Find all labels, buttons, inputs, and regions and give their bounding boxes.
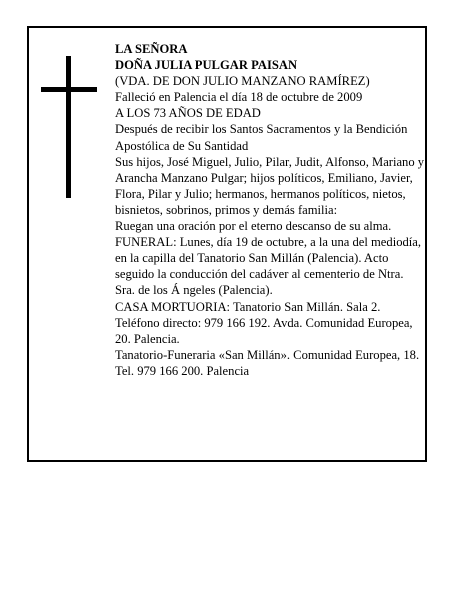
obituary-text xyxy=(115,41,425,379)
sacraments-paragraph: Después de recibir los Santos Sacramentos y la Bendición Apostólica de Su Santidad xyxy=(115,122,408,153)
title-line: LA SEÑORA xyxy=(115,42,188,56)
cross-icon xyxy=(41,56,97,198)
age-line: A LOS 73 AÑOS DE EDAD xyxy=(115,106,261,121)
family-paragraph: Sus hijos, José Miguel, Julio, Pilar, Judit, Alfonso, Mariano y Arancha Manzano Pulgar; hijos políticos, Emiliano, Javier, Flora, Pilar y Julio; hermanos, hermanos políticos, nietos, bisnietos, sobrinos, primos y demás familia: xyxy=(115,154,425,217)
death-line: Falleció en Palencia el día 18 de octubre de 2009 xyxy=(115,90,363,105)
deceased-name: DOÑA JULIA PULGAR PAISAN xyxy=(115,58,298,73)
obituary-frame xyxy=(27,26,427,462)
widow-line: (VDA. DE DON JULIO MANZANO RAMÍREZ) xyxy=(115,74,370,89)
prayer-paragraph: Ruegan una oración por el eterno descanso de su alma. xyxy=(115,219,392,234)
casa-mortuoria-paragraph: CASA MORTUORIA: Tanatorio San Millán. Sala 2. Teléfono directo: 979 166 192. Avda. Comunidad Europea, 20. Palencia. xyxy=(115,299,413,346)
cross-horizontal-bar xyxy=(41,87,97,92)
cross-vertical-bar xyxy=(66,56,71,198)
tanatorio-paragraph: Tanatorio-Funeraria «San Millán». Comunidad Europea, 18. Tel. 979 166 200. Palencia xyxy=(115,347,420,378)
funeral-paragraph: FUNERAL: Lunes, día 19 de octubre, a la una del mediodía, en la capilla del Tanatorio San Millán (Palencia). Acto seguido la conducción del cadáver al cementerio de Ntra. Sra. de los Á ngeles (Palencia). xyxy=(115,235,422,298)
